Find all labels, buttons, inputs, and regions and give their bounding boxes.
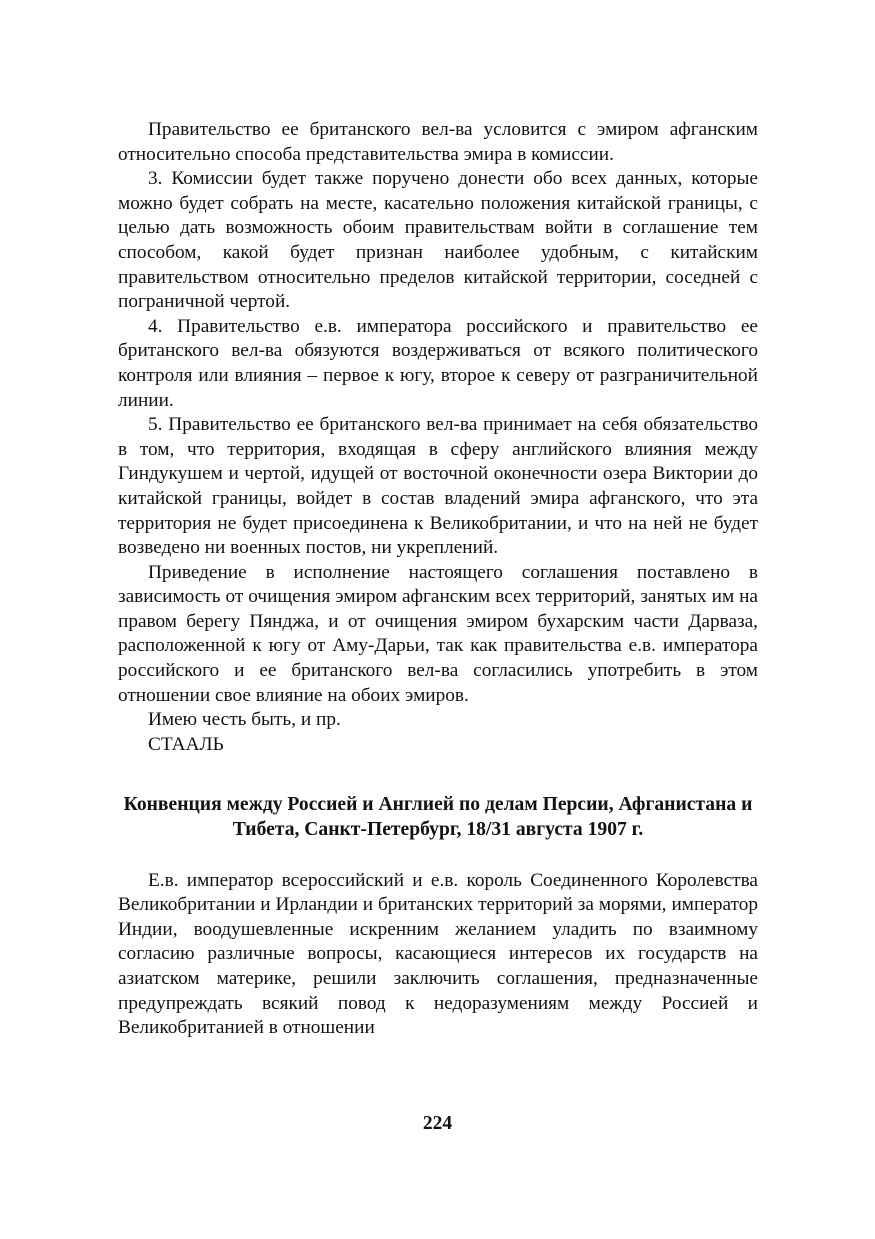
paragraph-convention-preamble: Е.в. император всероссийский и е.в. король Соединенного Королевства Великобритании и Ирландии и британских территорий за морями, император Индии, воодушевленные искренним желанием уладить по взаимному согласию различные вопросы, касающиеся интересов их государств на азиатском материке, решили заключить соглашения, предназначенные предупреждать всякий повод к недоразумениям между Россией и Великобританией в отношении (118, 869, 758, 1039)
document-page (118, 118, 758, 1041)
convention-heading: Конвенция между Россией и Англией по делам Персии, Афганистана и Тибета, Санкт-Петербург, 18/31 августа 1907 г. (123, 794, 753, 841)
paragraph-representation: Правительство ее британского вел-ва условится с эмиром афганским относительно способа представительства эмира в комиссии. (118, 119, 758, 165)
paragraph-article-3: 3. Комиссии будет также поручено донести обо всех данных, которые можно будет собрать на месте, касательно положения китайской границы, с целью дать возможность обоим правительствам войти в соглашение тем способом, какой будет признан наиболее удобным, с китайским правительством относительно пределов китайской территории, соседней с пограничной чертой. (118, 168, 758, 313)
closing-line: Имею честь быть, и пр. (148, 709, 341, 731)
signature: СТААЛЬ (148, 733, 224, 755)
paragraph-article-4: 4. Правительство е.в. императора российского и правительство ее британского вел-ва обязуются воздерживаться от всякого политического контроля или влияния – первое к югу, второе к северу от разграничительной линии. (118, 315, 758, 411)
paragraph-execution: Приведение в исполнение настоящего соглашения поставлено в зависимость от очищения эмиром афганским всех территорий, занятых им на правом берегу Пянджа, и от очищения эмиром бухарским части Дарваза, расположенной к югу от Аму-Дарьи, так как правительства е.в. императора российского и ее британского вел-ва согласились употребить в этом отношении свое влияние на обоих эмиров. (118, 561, 758, 706)
paragraph-article-5: 5. Правительство ее британского вел-ва принимает на себя обязательство в том, что территория, входящая в сферу английского влияния между Гиндукушем и чертой, идущей от восточной оконечности озера Виктории до китайской границы, войдет в состав владений эмира афганского, что эта территория не будет присоединена к Великобритании, и что на ней не будет возведено ни военных постов, ни укреплений. (118, 414, 758, 559)
page-number: 224 (422, 1113, 453, 1134)
